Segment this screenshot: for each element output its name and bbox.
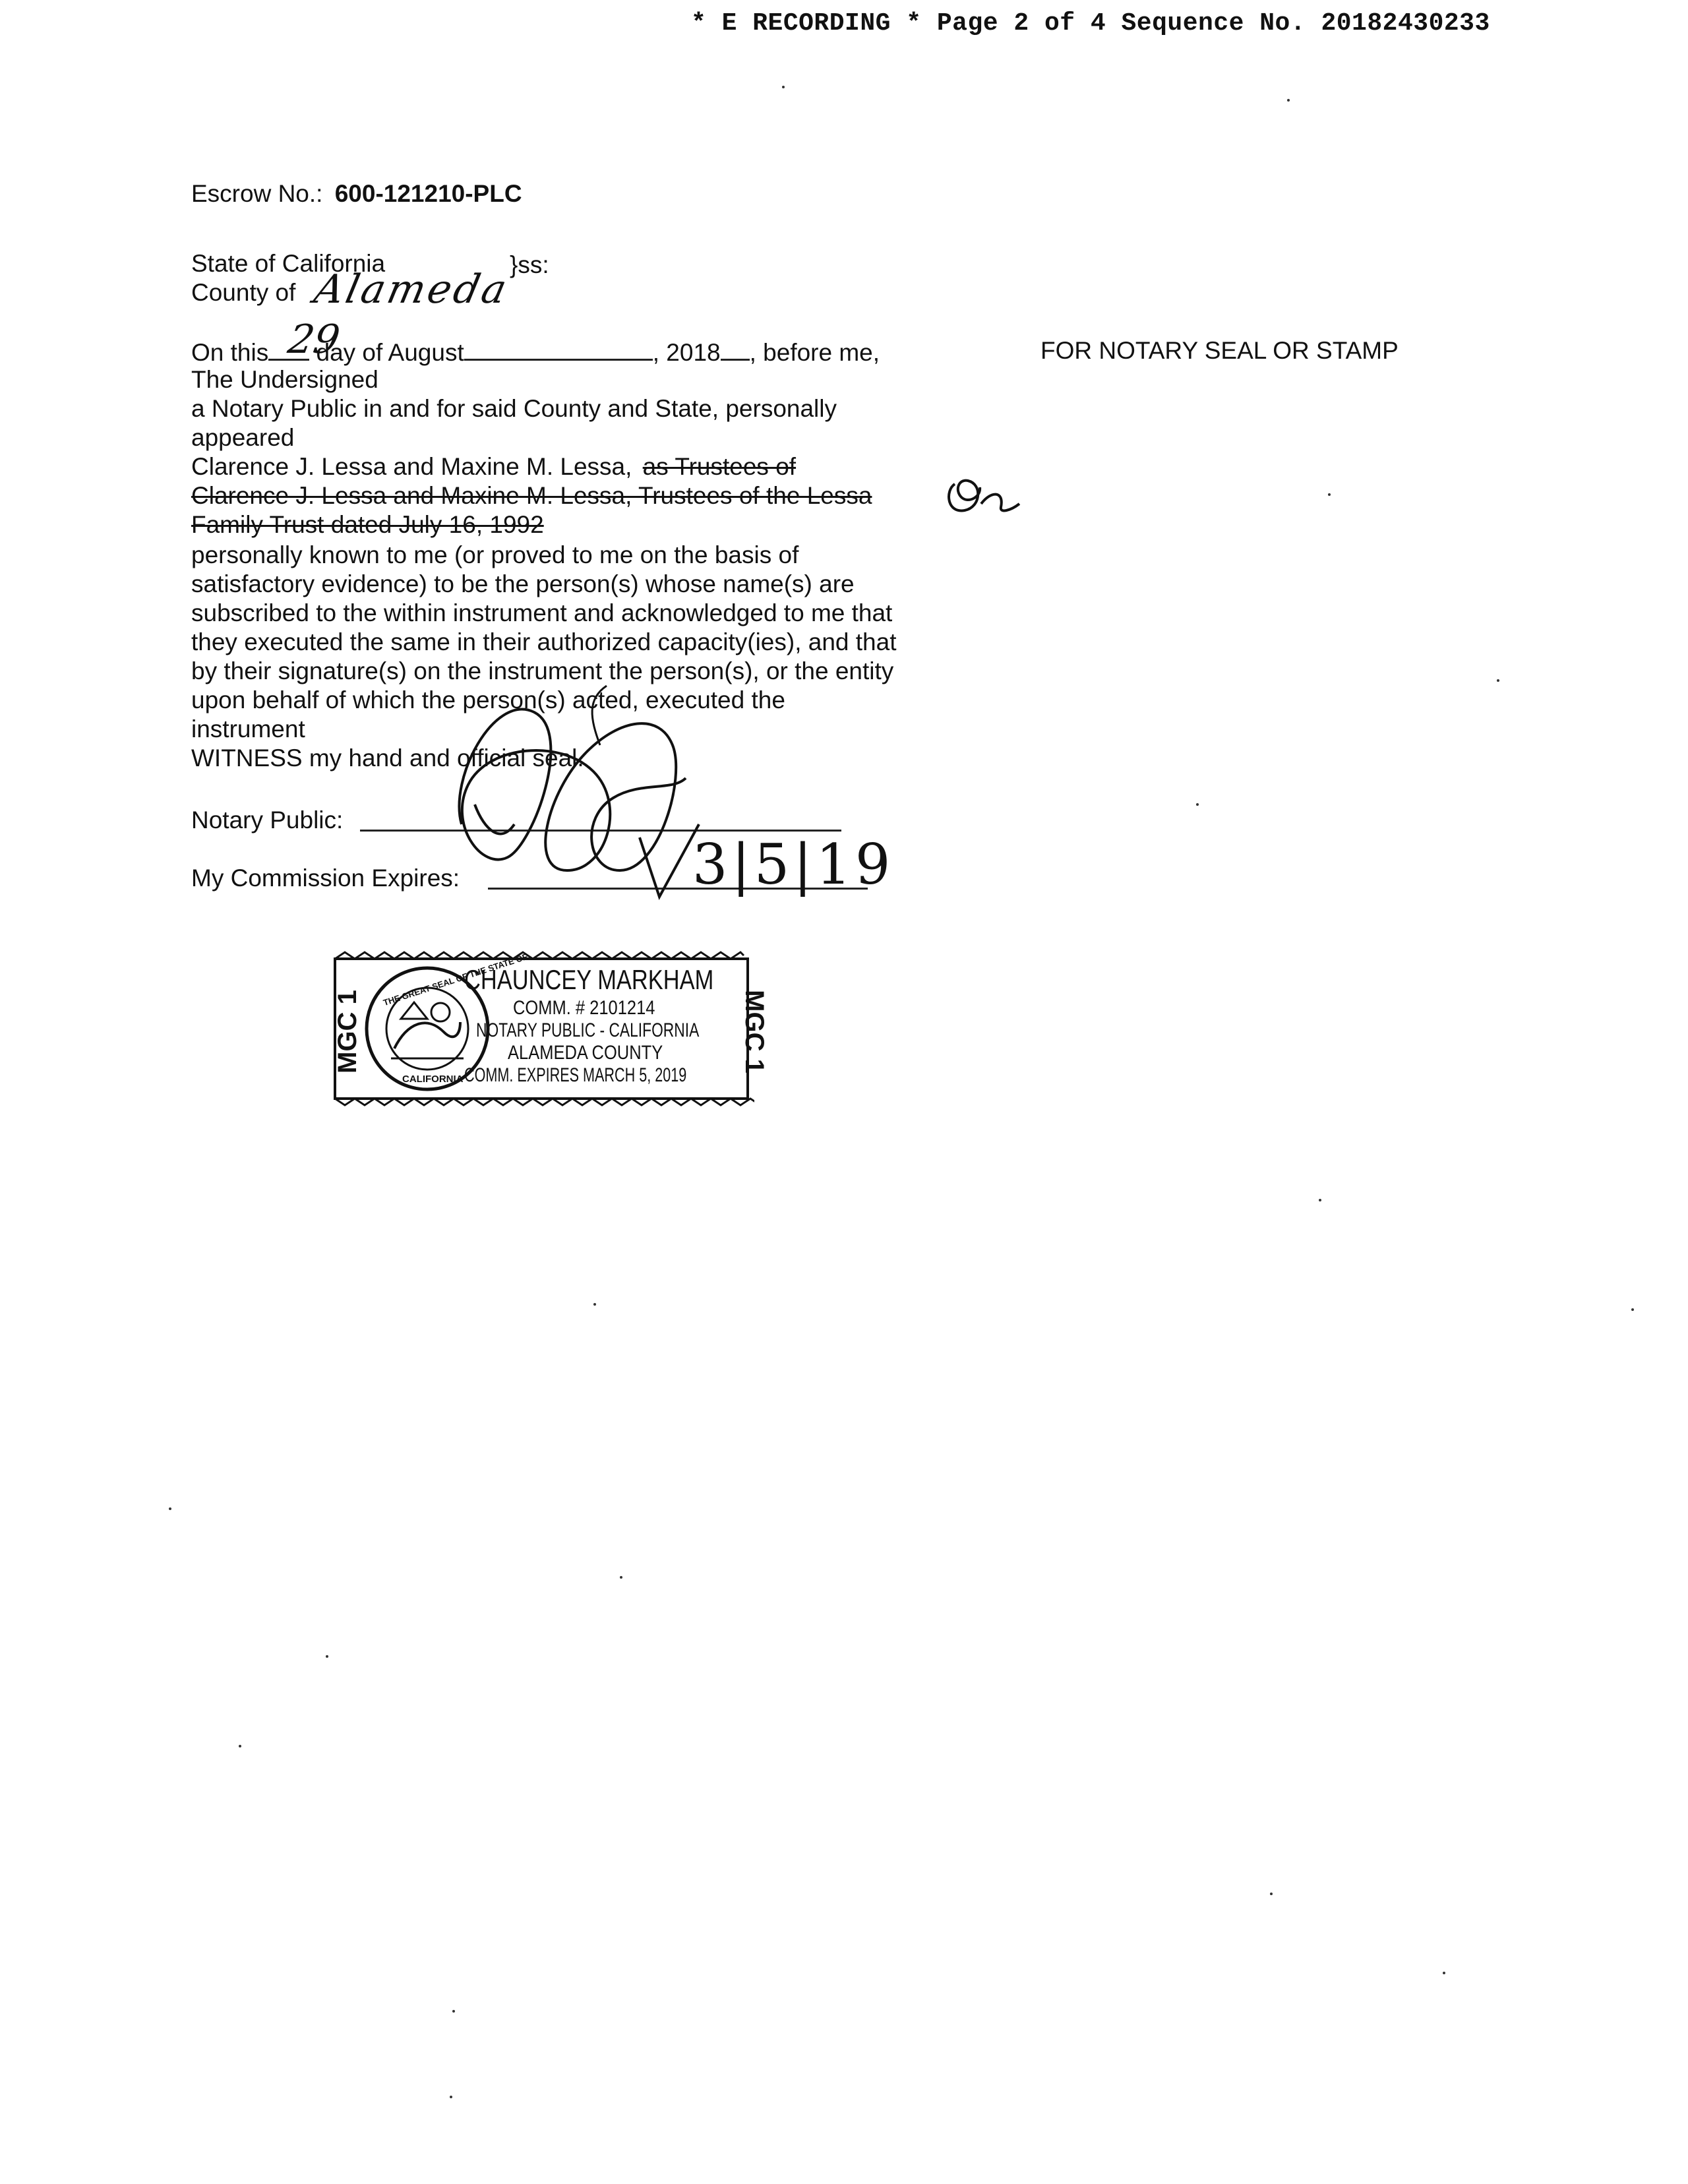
scan-speck	[1319, 1199, 1321, 1201]
scan-speck	[782, 86, 785, 88]
scan-speck	[1443, 1972, 1445, 1974]
body-line-7: instrument	[191, 715, 305, 743]
day-of-month-label: day of August	[316, 339, 464, 366]
state-line: State of California	[191, 250, 386, 277]
escrow-line	[191, 179, 522, 208]
notary-stamp	[328, 950, 769, 1108]
commission-handwritten: 3|5|19	[692, 832, 895, 897]
struck-text-3: Family Trust dated July 16, 1992	[191, 511, 544, 538]
body-line-6: upon behalf of which the person(s) acted, executed the	[191, 686, 785, 713]
scan-speck	[1287, 99, 1290, 102]
seal-ring-bottom: CALIFORNIA	[402, 1074, 464, 1085]
body-line-4: they executed the same in their authorized capacity(ies), and that	[191, 628, 897, 655]
body-line-5: by their signature(s) on the instrument the person(s), or the entity	[191, 657, 894, 684]
scan-speck	[1631, 1308, 1634, 1311]
seal-ring-top: THE GREAT SEAL OF THE STATE OF	[382, 951, 529, 1008]
escrow-label: Escrow No.:	[191, 180, 323, 207]
struck-text-1: as Trustees of	[642, 453, 797, 480]
year-label: , 2018	[652, 339, 721, 366]
scan-speck	[620, 1576, 622, 1579]
year-blank	[721, 336, 750, 361]
month-blank	[464, 336, 653, 361]
names-text: Clarence J. Lessa and Maxine M. Lessa,	[191, 453, 632, 480]
scan-speck	[1328, 493, 1331, 496]
stamp-expires: COMM. EXPIRES MARCH 5, 2019	[464, 1064, 687, 1086]
witness-line: WITNESS my hand and official seal.	[191, 744, 584, 772]
scan-speck	[169, 1507, 171, 1510]
officer-name: The Undersigned	[191, 366, 378, 393]
scan-speck	[326, 1655, 328, 1658]
recording-header: * E RECORDING * Page 2 of 4 Sequence No. 20182430233	[691, 9, 1490, 38]
stamp-side-left: MGC 1	[332, 990, 362, 1074]
before-me-label: , before me,	[749, 339, 880, 366]
body-line-1: personally known to me (or proved to me on the basis of	[191, 541, 799, 568]
notary-signature	[422, 673, 725, 923]
appearing-names	[191, 452, 796, 481]
notary-public-label: Notary Public:	[191, 806, 344, 834]
county-label: County of	[191, 279, 296, 306]
on-this-label: On this	[191, 339, 269, 366]
escrow-number: 600-121210-PLC	[334, 180, 522, 207]
struck-text-2: Clarence J. Lessa and Maxine M. Lessa, Trustees of the Lessa	[191, 482, 872, 509]
body-line-2: satisfactory evidence) to be the person(s) whose name(s) are	[191, 570, 855, 597]
day-handwritten: 29	[284, 317, 344, 363]
stamp-county: ALAMEDA COUNTY	[508, 1042, 663, 1064]
stamp-comm-number: COMM. # 2101214	[513, 997, 655, 1019]
stamp-notary-title: NOTARY PUBLIC - CALIFORNIA	[476, 1019, 700, 1041]
initials-mark	[942, 471, 1027, 524]
scan-speck	[239, 1745, 241, 1747]
notary-line-1: a Notary Public in and for said County and State, personally	[191, 395, 837, 422]
scan-speck	[450, 2096, 452, 2098]
notary-line-2: appeared	[191, 424, 295, 451]
scan-speck	[593, 1303, 596, 1306]
scan-speck	[1497, 679, 1499, 682]
scan-speck	[452, 2010, 455, 2013]
seal-area-label: FOR NOTARY SEAL OR STAMP	[1040, 337, 1399, 364]
commission-expires-label: My Commission Expires:	[191, 864, 460, 892]
scan-speck	[1196, 803, 1199, 806]
county-handwritten: Alameda	[310, 266, 514, 313]
stamp-notary-name: CHAUNCEY MARKHAM	[464, 964, 714, 995]
body-line-3: subscribed to the within instrument and acknowledged to me that	[191, 599, 893, 626]
stamp-side-right: MGC 1	[739, 990, 769, 1074]
ss-mark: }ss:	[510, 251, 549, 278]
scan-speck	[1270, 1893, 1273, 1895]
